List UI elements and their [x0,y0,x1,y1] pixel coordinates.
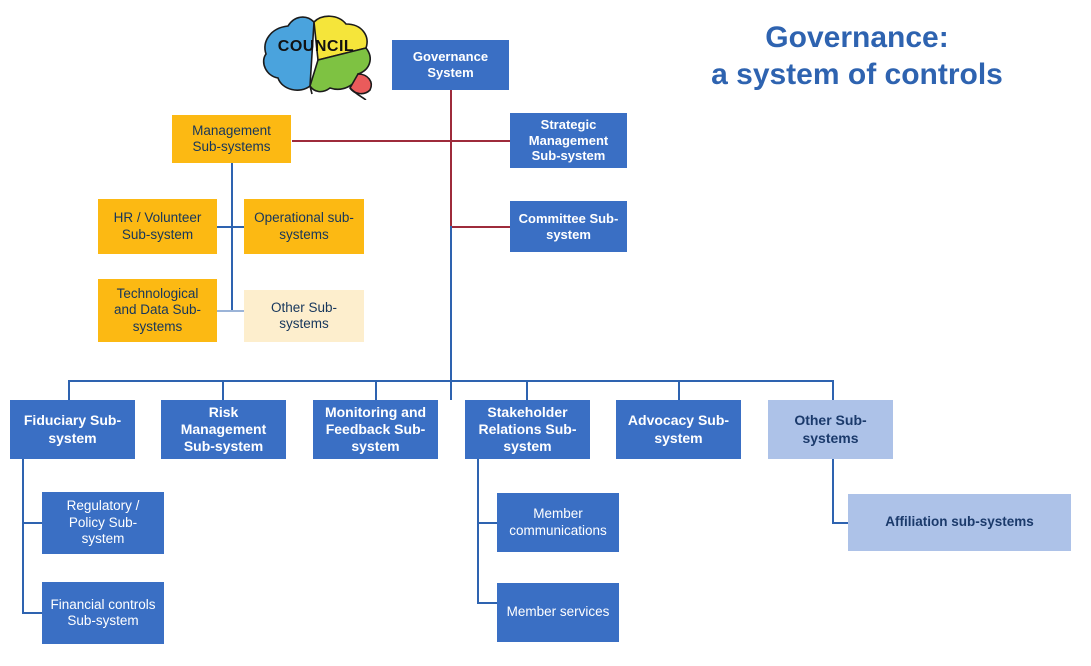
connector-bus-drop-fiduciary [68,380,70,400]
connector-management-to-strategic [292,140,510,142]
connector-spine-to-bus [450,226,452,400]
council-label: COUNCIL [277,38,355,55]
connector-governance-spine-top [450,89,452,142]
connector-bus-drop-other [832,380,834,400]
node-other-subsystems-bottom[interactable]: Other Sub-systems [768,400,893,459]
node-governance-system[interactable]: Governance System [392,40,509,90]
node-committee-subsystem[interactable]: Committee Sub-system [510,201,627,252]
connector-fiduciary-to-financial [22,612,42,614]
connector-management-down2 [231,226,233,311]
page-title-line1: Governance: [765,21,949,54]
node-hr-volunteer-subsystem[interactable]: HR / Volunteer Sub-system [98,199,217,254]
page-title-line2: a system of controls [711,57,1003,91]
node-operational-subsystems[interactable]: Operational sub-systems [244,199,364,254]
node-regulatory-policy-subsystem[interactable]: Regulatory / Policy Sub-system [42,492,164,554]
connector-other-down [832,459,834,523]
connector-bus-drop-monitoring [375,380,377,400]
node-advocacy-subsystem[interactable]: Advocacy Sub-system [616,400,741,459]
node-affiliation-subsystems[interactable]: Affiliation sub-systems [848,494,1071,551]
node-financial-controls-subsystem[interactable]: Financial controls Sub-system [42,582,164,644]
connector-to-committee [450,226,510,228]
connector-fiduciary-to-regulatory [22,522,42,524]
node-technological-data-subsystems[interactable]: Technological and Data Sub-systems [98,279,217,342]
node-member-communications[interactable]: Member communications [497,493,619,552]
connector-bus-drop-risk [222,380,224,400]
connector-bus-drop-advocacy [678,380,680,400]
connector-spine-to-committee [450,140,452,227]
node-strategic-management-subsystem[interactable]: Strategic Management Sub-system [510,113,627,168]
node-member-services[interactable]: Member services [497,583,619,642]
node-fiduciary-subsystem[interactable]: Fiduciary Sub-system [10,400,135,459]
node-other-subsystems-mid[interactable]: Other Sub-systems [244,290,364,342]
connector-stakeholder-to-comms [477,522,497,524]
page-title [647,20,1067,93]
connector-stakeholder-to-services [477,602,497,604]
node-monitoring-feedback-subsystem[interactable]: Monitoring and Feedback Sub-system [313,400,438,459]
connector-stakeholder-down [477,459,479,603]
connector-bottom-bus [68,380,834,382]
node-management-subsystems[interactable]: Management Sub-systems [172,115,291,163]
connector-other-to-affiliation [832,522,848,524]
connector-management-down [231,163,233,227]
node-risk-management-subsystem[interactable]: Risk Management Sub-system [161,400,286,459]
connector-fiduciary-down [22,459,24,613]
node-stakeholder-relations-subsystem[interactable]: Stakeholder Relations Sub-system [465,400,590,459]
connector-bus-drop-stakeholder [526,380,528,400]
